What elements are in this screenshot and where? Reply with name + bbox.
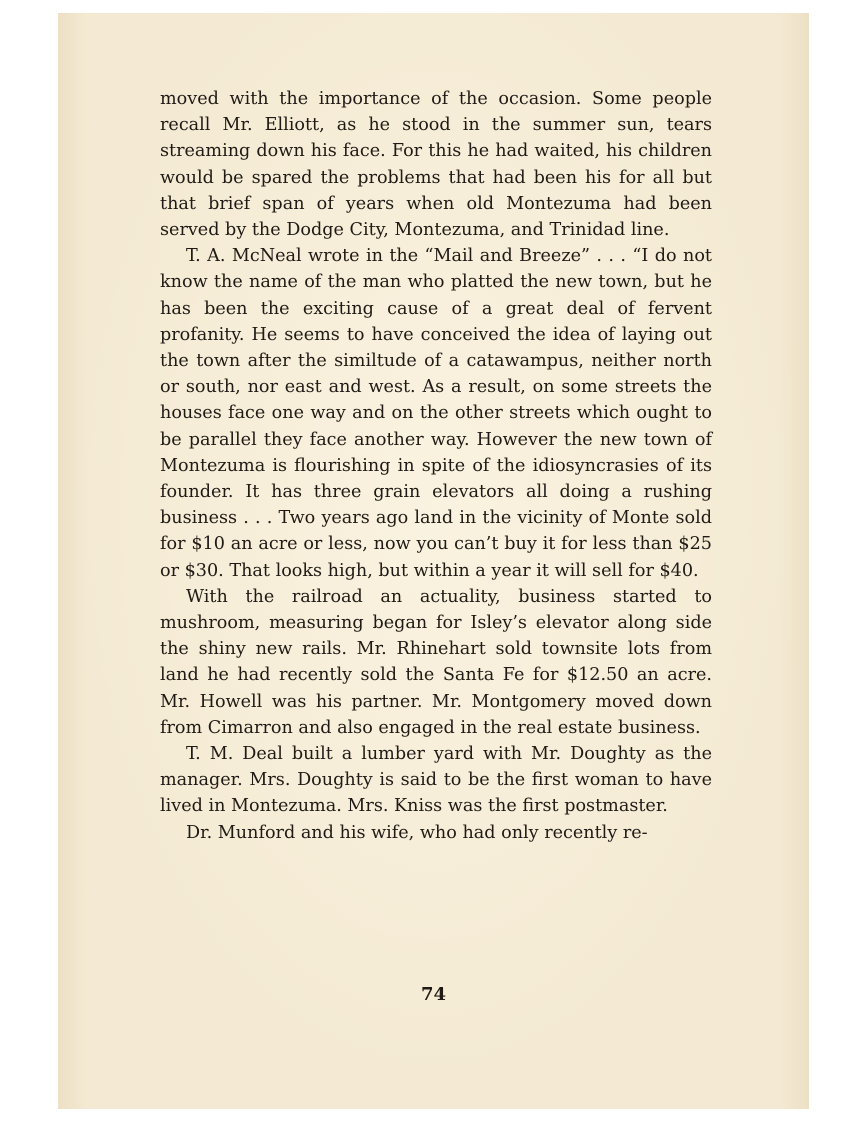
paragraph-continuation: moved with the importance of the occasion. Some people recall Mr. Elliott, as he stood in the summer sun, tears streaming down his face. For this he had waited, his children would be spared the problems that had been his for all but that brief span of years when old Montezuma had been served by the Dodge City, Montezuma, and Trinidad line.	[160, 89, 712, 241]
paragraph-railroad-business: With the railroad an actuality, business started to mushroom, measuring began for Isley’s elevator along side the shiny new rails. Mr. Rhinehart sold townsite lots from land he had recently sold the Santa Fe for $12.50 an acre. Mr. Howell was his partner. Mr. Montgomery moved down from Cimarron and also engaged in the real estate business.	[160, 586, 712, 738]
page-number: 74	[420, 984, 447, 1005]
paragraph-munford: Dr. Munford and his wife, who had only recently re-	[186, 822, 648, 843]
body-text	[160, 86, 712, 846]
paragraph-lumber-yard: T. M. Deal built a lumber yard with Mr. Doughty as the manager. Mrs. Doughty is said to be the first woman to have lived in Montezuma. Mrs. Kniss was the first postmaster.	[160, 744, 712, 817]
paragraph-mcneal-quote: T. A. McNeal wrote in the “Mail and Breeze” . . . “I do not know the name of the man who platted the new town, but he has been the exciting cause of a great deal of fervent profanity. He seems to have conceived the idea of laying out the town after the similtude of a catawampus, neither north or south, nor east and west. As a result, on some streets the houses face one way and on the other streets which ought to be parallel they face another way. However the new town of Montezuma is flourishing in spite of the idiosyncrasies of its founder. It has three grain elevators all doing a rushing business . . . Two years ago land in the vicinity of Monte sold for $10 an acre or less, now you can’t buy it for less than $25 or $30. That looks high, but within a year it will sell for $40.	[160, 246, 712, 581]
